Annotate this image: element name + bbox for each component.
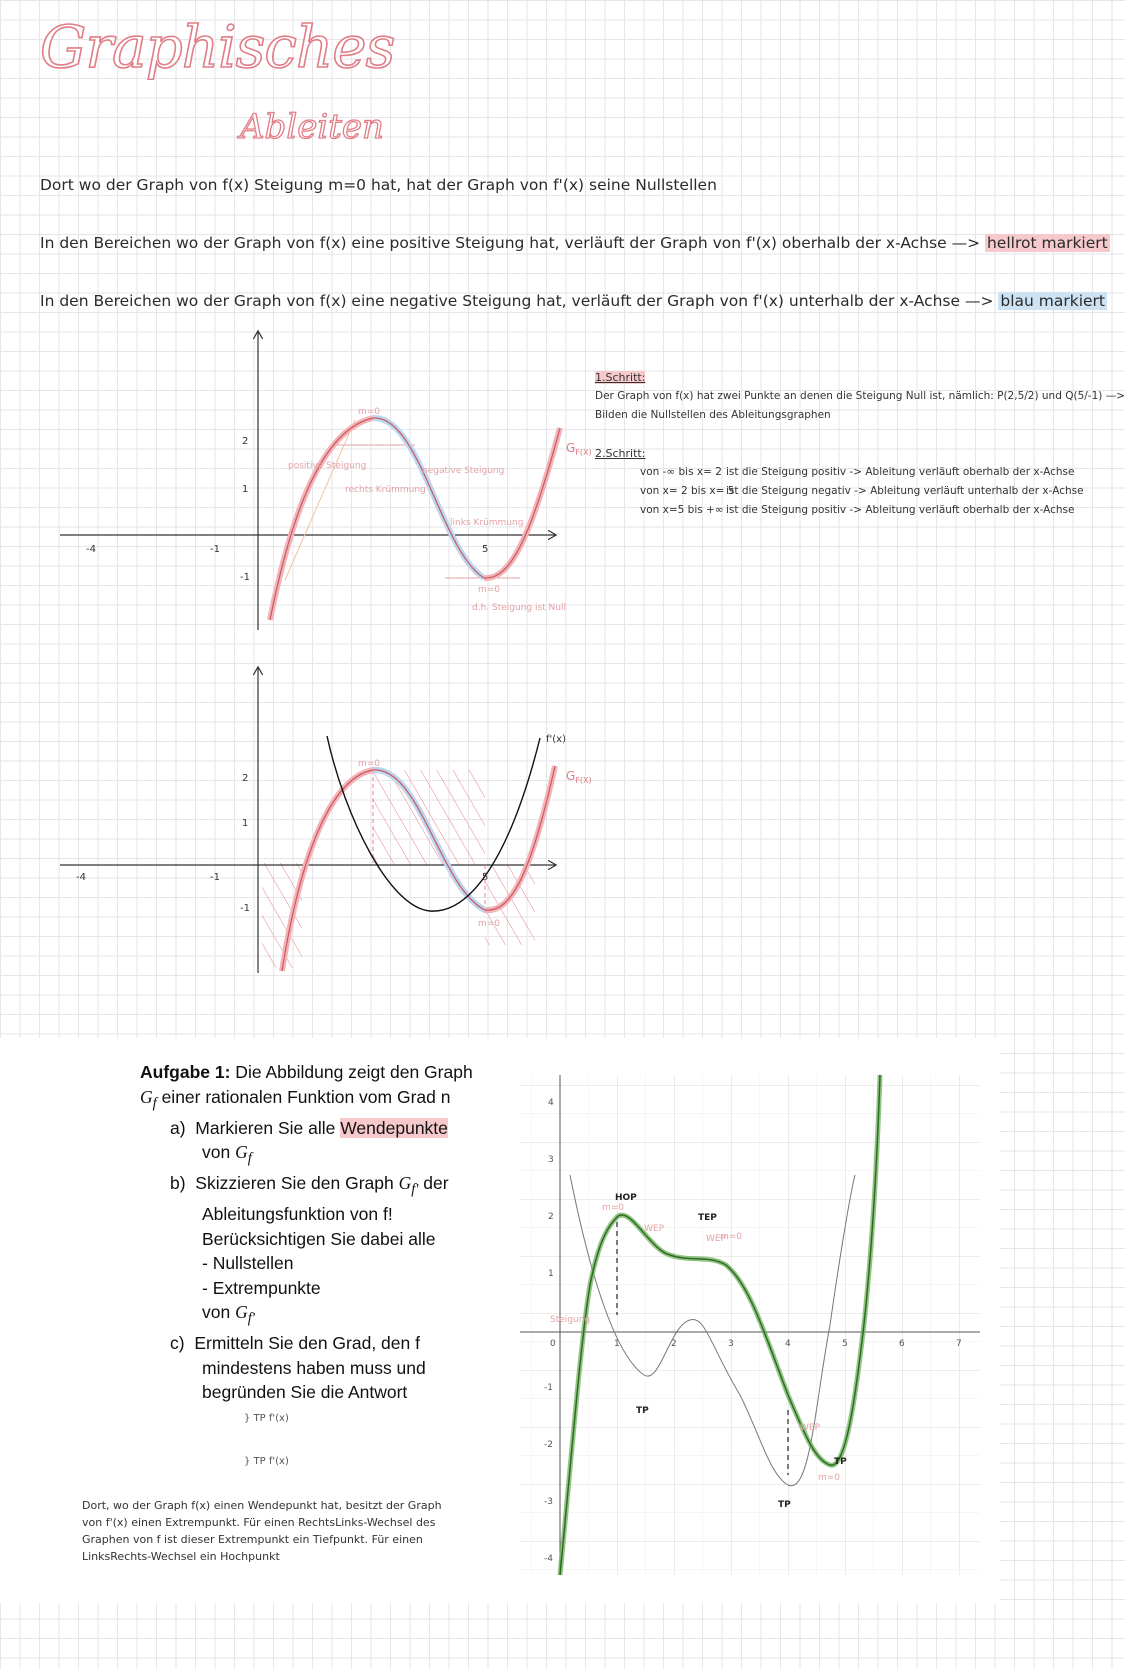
graph3-tick-ym3: -3	[544, 1497, 553, 1507]
intro-line-1: Dort wo der Graph von f(x) Steigung m=0 hat, hat der Graph von f'(x) seine Nullstellen	[40, 176, 717, 194]
graph3-m0a: m=0	[602, 1203, 625, 1213]
graph3-tick-x2: 2	[671, 1339, 677, 1349]
graph2-hatch-2	[373, 770, 485, 865]
step2-row-3: von x=5 bis +∞ ist die Steigung positiv -> Ableitung verläuft oberhalb der x-Achse	[640, 504, 1075, 516]
intro-line-3: In den Bereichen wo der Graph von f(x) eine negative Steigung hat, verläuft der Graph von f'(x) unterhalb der x-Achse —> blau markiert	[40, 292, 1106, 310]
graph1-m0-bottom: m=0	[478, 585, 501, 595]
graph2-tick-y2: 2	[242, 773, 249, 784]
graph3-tick-x7: 7	[956, 1339, 962, 1349]
graph3-tick-x3: 3	[728, 1339, 734, 1349]
graph3-tp3: TP	[834, 1457, 847, 1467]
task-c-3: begründen Sie die Antwort	[202, 1382, 408, 1402]
graph3-tp1: TP	[636, 1406, 649, 1416]
graph3-tick-y4: 4	[548, 1098, 554, 1108]
task-b-2: Ableitungsfunktion von f!	[202, 1204, 393, 1224]
step2-row-2: von x= 2 bis x= 5ist die Steigung negativ -> Ableitung verläuft unterhalb der x-Achse	[640, 485, 1084, 497]
graph3-tick-x0: 0	[550, 1339, 556, 1349]
graph2-tick-xm4: -4	[76, 872, 86, 883]
graph-1	[0, 320, 600, 640]
graph3-tick-x4: 4	[785, 1339, 791, 1349]
step1-line2: Bilden die Nullstellen des Ableitungsgraphen	[595, 409, 831, 421]
task-heading: Aufgabe 1: Die Abbildung zeigt den Graph	[140, 1062, 473, 1082]
graph3-tick-ym4: -4	[544, 1554, 553, 1564]
graph1-red-segment-1	[270, 418, 373, 620]
task-c-2: mindestens haben muss und	[202, 1357, 426, 1378]
graph2-m0-bottom: m=0	[478, 919, 501, 929]
graph1-gf-label: $G_{F(X)}$	[566, 441, 592, 457]
graph-2	[0, 658, 600, 978]
step2-title: 2.Schritt:	[595, 447, 646, 460]
graph1-positive: positive Steigung	[288, 461, 367, 471]
graph3-tp2: TP	[778, 1500, 791, 1510]
graph1-blue-segment	[373, 418, 484, 578]
graph1-dh: d.h. Steigung ist Null	[472, 603, 566, 613]
graph3-m0c: m=0	[818, 1473, 841, 1483]
graph2-tick-x5: 5	[482, 872, 489, 883]
task-b-5: - Extrempunkte	[202, 1277, 321, 1298]
task-b-6: von $G_{f'}$	[202, 1302, 255, 1327]
graph1-tick-x5: 5	[482, 544, 489, 555]
graph1-rechts: rechts Krümmung	[345, 485, 426, 495]
graph1-red-segment-2	[484, 428, 560, 578]
step1-line1: Der Graph von f(x) hat zwei Punkte an denen die Steigung Null ist, nämlich: P(2,5/2) und Q(5/-1) —>	[595, 390, 1125, 402]
graph1-tick-ym1: -1	[240, 572, 250, 583]
graph-3	[520, 1075, 980, 1575]
graph2-hatch-3	[485, 865, 535, 945]
task-line2: $G_f$ einer rationalen Funktion vom Grad n	[140, 1086, 451, 1111]
graph1-tangent-rise	[285, 420, 355, 580]
graph2-tick-xm1: -1	[210, 872, 220, 883]
graph1-tick-xm1: -1	[210, 544, 220, 555]
graph3-tick-x1: 1	[614, 1339, 620, 1349]
graph3-m0b: m=0	[720, 1232, 743, 1242]
graph3-hop: HOP	[615, 1193, 637, 1203]
graph3-tick-y3: 3	[548, 1155, 554, 1165]
graph3-tep: TEP	[698, 1213, 717, 1223]
graph1-tick-y1: 1	[242, 484, 249, 495]
graph2-fprime-label: f'(x)	[546, 734, 566, 745]
graph1-tick-xm4: -4	[86, 544, 96, 555]
task-b: b) Skizzieren Sie den Graph $G_{f'}$ der	[170, 1173, 449, 1198]
graph1-links: links Krümmung	[450, 518, 524, 528]
task-text	[140, 1060, 500, 1405]
graph2-gf-label: $G_{F(X)}$	[566, 769, 592, 785]
graph2-tick-y1: 1	[242, 818, 249, 829]
tp-note-1: } TP f'(x)	[244, 1413, 289, 1424]
graph3-tick-y1: 1	[548, 1269, 554, 1279]
blue-marker: blau markiert	[1000, 292, 1106, 310]
graph3-tick-ym1: -1	[544, 1383, 553, 1393]
wendepunkt-note: Dort, wo der Graph f(x) einen Wendepunkt hat, besitzt der Graph von f'(x) einen Extrempunkt. Für einen RechtsLinks-Wechsel des Graphen von f ist dieser Extrempunkt ein Tiefpunkt. Für einen LinksRechts-Wechsel ein Hochpunkt	[82, 1499, 442, 1563]
step2-row-1: von -∞ bis x= 2 ist die Steigung positiv -> Ableitung verläuft oberhalb der x-Achse	[640, 466, 1075, 478]
task-a-2: von $G_f$	[202, 1142, 252, 1167]
graph3-grid	[520, 1075, 980, 1575]
graph3-tick-ym2: -2	[544, 1440, 553, 1450]
graph1-m0-top: m=0	[358, 407, 381, 417]
graph3-wep1: WEP	[644, 1224, 665, 1234]
step1-title: 1.Schritt:	[595, 371, 646, 384]
graph2-m0-top: m=0	[358, 759, 381, 769]
graph3-tick-y2: 2	[548, 1212, 554, 1222]
graph3-wep3: WEP	[800, 1423, 821, 1433]
page-title: Graphisches	[40, 13, 395, 81]
graph2-tick-ym1: -1	[240, 903, 250, 914]
intro-line-2: In den Bereichen wo der Graph von f(x) eine positive Steigung hat, verläuft der Graph von f'(x) oberhalb der x-Achse —> hellrot markiert	[40, 234, 1108, 252]
graph3-wep2: WEP	[706, 1234, 727, 1244]
page-subtitle: Ableiten	[240, 107, 384, 147]
tp-note-2: } TP f'(x)	[244, 1456, 289, 1467]
task-a: a) Markieren Sie alle Wendepunkte	[170, 1117, 448, 1138]
graph1-tick-y2: 2	[242, 436, 249, 447]
task-b-4: - Nullstellen	[202, 1253, 294, 1273]
task-b-3: Berücksichtigen Sie dabei alle	[202, 1228, 436, 1249]
graph3-tick-x5: 5	[842, 1339, 848, 1349]
graph1-negative: negative Steigung	[422, 466, 505, 476]
task-c: c) Ermitteln Sie den Grad, den f	[170, 1333, 420, 1353]
graph3-tick-x6: 6	[899, 1339, 905, 1349]
red-marker: hellrot markiert	[986, 234, 1108, 252]
graph2-hatch-1	[262, 863, 302, 968]
graph3-steigung: Steigung	[550, 1315, 591, 1325]
